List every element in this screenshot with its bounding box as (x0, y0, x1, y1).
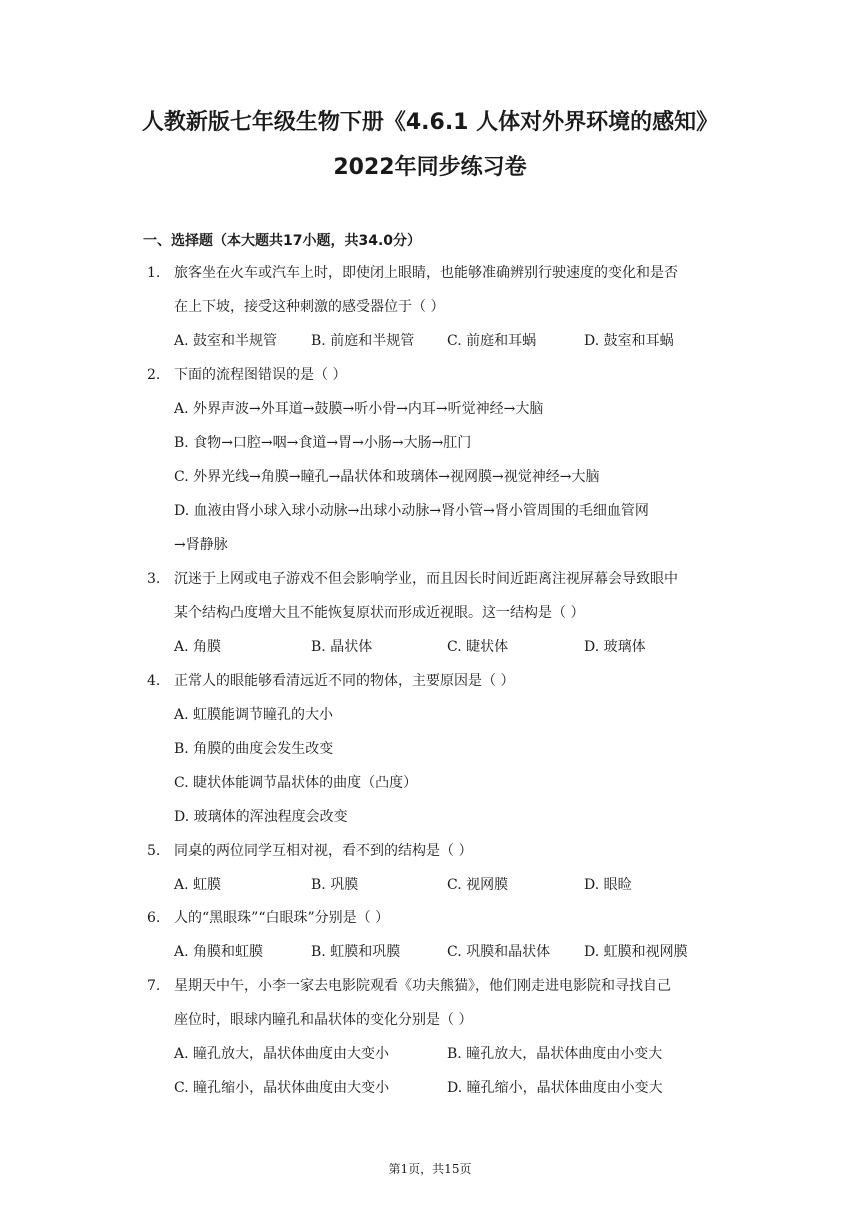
question-number: 6. (147, 910, 161, 926)
option-d: D. 玻璃体的浑浊程度会改变 (174, 809, 348, 825)
question-stem-line: 同桌的两位同学互相对视，看不到的结构是（ ） (174, 843, 473, 859)
option-c: C. 睫状体能调节晶状体的曲度（凸度） (174, 775, 418, 791)
question-stem-line: 旅客坐在火车或汽车上时，即使闭上眼睛，也能够准确辨别行驶速度的变化和是否 (174, 265, 678, 281)
page-footer: 第1页，共15页 (388, 1162, 472, 1176)
option-d: D. 血液由肾小球入球小动脉→出球小动脉→肾小管→肾小管周围的毛细血管网 (174, 503, 649, 519)
option-a: A. 角膜 (174, 639, 222, 655)
question-number: 2. (147, 367, 161, 383)
option-c: C. 外界光线→角膜→瞳孔→晶状体和玻璃体→视网膜→视觉神经→大脑 (174, 469, 600, 485)
option-c: C. 前庭和耳蜗 (447, 333, 537, 349)
option-a: A. 虹膜能调节瞳孔的大小 (174, 707, 334, 723)
option-d: D. 鼓室和耳蜗 (584, 333, 674, 349)
option-d: D. 玻璃体 (584, 639, 646, 655)
question-number: 1. (147, 265, 161, 281)
section-heading: 一、选择题（本大题共17小题，共34.0分） (143, 233, 422, 249)
option-a: A. 虹膜 (174, 877, 222, 893)
question-stem-line: 某个结构凸度增大且不能恢复原状而形成近视眼。这一结构是（ ） (174, 605, 585, 621)
option-c: C. 睫状体 (447, 639, 509, 655)
question-number: 3. (147, 571, 161, 587)
option-c: C. 巩膜和晶状体 (447, 944, 551, 960)
document-title-line2: 2022年同步练习卷 (333, 155, 527, 180)
option-d: D. 眼睑 (584, 877, 632, 893)
option-b: B. 晶状体 (311, 639, 373, 655)
option-a: A. 外界声波→外耳道→鼓膜→听小骨→内耳→听觉神经→大脑 (174, 401, 544, 417)
option-b: B. 食物→口腔→咽→食道→胃→小肠→大肠→肛门 (174, 435, 472, 451)
option-a: A. 角膜和虹膜 (174, 944, 264, 960)
option-b: B. 虹膜和巩膜 (311, 944, 401, 960)
question-stem-line: 座位时，眼球内瞳孔和晶状体的变化分别是（ ） (174, 1012, 473, 1028)
option-d: D. 虹膜和视网膜 (584, 944, 688, 960)
document-title-line1: 人教新版七年级生物下册《4.6.1 人体对外界环境的感知》 (141, 110, 719, 135)
question-stem-line: 在上下坡，接受这种刺激的感受器位于（ ） (174, 299, 445, 315)
question-stem-line: 下面的流程图错误的是（ ） (174, 367, 347, 383)
option-b: B. 前庭和半规管 (311, 333, 415, 349)
question-stem-line: 人的“黑眼珠”“白眼珠”分别是（ ） (174, 910, 390, 926)
option-a: A. 鼓室和半规管 (174, 333, 278, 349)
question-stem-line: 星期天中午，小李一家去电影院观看《功夫熊猫》，他们刚走进电影院和寻找自己 (174, 978, 671, 994)
option-b: B. 巩膜 (311, 877, 359, 893)
question-number: 4. (147, 673, 161, 689)
option-a: A. 瞳孔放大，晶状体曲度由大变小 (174, 1046, 390, 1062)
option-b: B. 瞳孔放大，晶状体曲度由小变大 (447, 1046, 663, 1062)
option-c: C. 瞳孔缩小，晶状体曲度由大变小 (174, 1080, 390, 1096)
question-stem-line: 正常人的眼能够看清远近不同的物体，主要原因是（ ） (174, 673, 515, 689)
question-number: 5. (147, 843, 161, 859)
option-b: B. 角膜的曲度会发生改变 (174, 741, 334, 757)
option-continuation: →肾静脉 (174, 537, 228, 553)
option-c: C. 视网膜 (447, 877, 509, 893)
question-number: 7. (147, 978, 161, 994)
option-d: D. 瞳孔缩小，晶状体曲度由小变大 (447, 1080, 663, 1096)
question-stem-line: 沉迷于上网或电子游戏不但会影响学业，而且因长时间近距离注视屏幕会导致眼中 (174, 571, 678, 587)
